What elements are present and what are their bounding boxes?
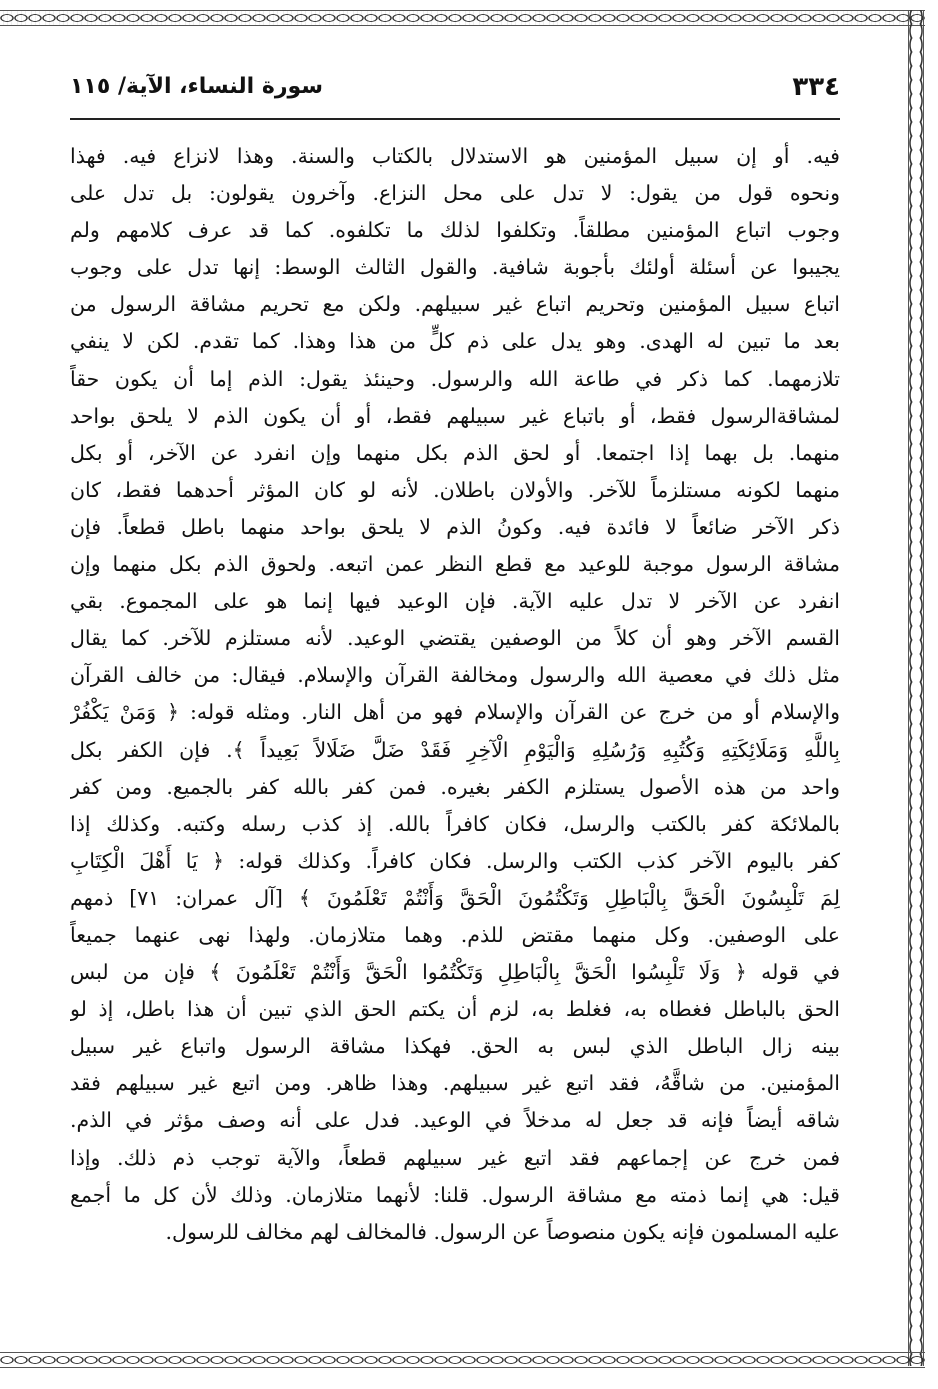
text-line: شاقه أيضاً فإنه قد جعل له مدخلاً في الوعيد. فدل على أنه وصف مؤثر في الذم.	[70, 1108, 840, 1133]
body-text	[70, 138, 840, 1251]
text-line: عليه المسلمون فإنه يكون منصوصاً عن الرسول. فالمخالف لهم مخالف للرسول.	[165, 1219, 840, 1244]
text-line: كفر باليوم الآخر كذب الكتب والرسل. فكان كافراً. وكذلك قوله: ﴿ يَا أَهْلَ الْكِتَابِ	[70, 848, 840, 873]
text-line: لمشاقةالرسول فقط، أو باتباع غير سبيلهم فقط، أو أن يكون الذم لا يلحق بواحد	[70, 403, 840, 428]
page-header	[70, 70, 840, 114]
ornamental-border-bottom	[0, 1352, 925, 1368]
text-line: الحق بالباطل فغطاه به، فغلط به، لزم أن يكتم الحق الذي تبين أن هذا باطل، إذ لو	[70, 997, 840, 1022]
text-line: المؤمنين. من شاقَّهُ، فقد اتبع غير سبيلهم. وهذا ظاهر. ومن اتبع غير سبيلهم فقد	[70, 1071, 840, 1096]
text-line: قيل: هي إنما ذمته مع مشاقة الرسول. قلنا: لأنهما متلازمان. وذلك لأن كل ما أجمع	[70, 1182, 840, 1207]
text-line: بعد ما تبين له الهدى. وهو يدل على ذم كلٍّ من هذا وهذا. كما تقدم. لكن لا ينفي	[70, 329, 840, 354]
text-line: منهما. بل بهما إذا اجتمعا. أو لحق الذم بكل منهما وإن انفرد عن الآخر، أو بكل	[70, 440, 840, 465]
text-line: لِمَ تَلْبِسُونَ الْحَقَّ بِالْبَاطِلِ وَتَكْتُمُونَ الْحَقَّ وَأَنْتُمْ تَعْلَمُونَ ﴾ [آل عمران: ٧١] ذمهم	[70, 885, 840, 910]
text-line: بالملائكة كفر بالكتب والرسل، فكان كافراً بالله. إذ كذب رسله وكتبه. وكذلك إذا	[70, 811, 840, 836]
text-line: فيه. أو إن سبيل المؤمنين هو الاستدلال بالكتاب والسنة. وهذا لانزاع فيه. فهذا	[70, 144, 840, 168]
text-line: في قوله ﴿ وَلَا تَلْبِسُوا الْحَقَّ بِالْبَاطِلِ وَتَكْتُمُوا الْحَقَّ وَأَنْتُمْ تَعْلَمُونَ ﴾ فإن من لبس	[70, 960, 840, 985]
text-line: القسم الآخر وهو أن كلاً من الوصفين يقتضي الوعيد. لأنه مستلزم للآخر. كما يقال	[70, 626, 840, 651]
text-line: والإسلام أو من خرج عن القرآن والإسلام فهو من أهل النار. ومثله قوله: ﴿ وَمَنْ يَكْفُرْ	[70, 700, 840, 725]
text-line: منهما لكونه مستلزماً للآخر. والأولان باطلان. لأنه لو كان المؤثر أحدهما فقط، كان	[70, 477, 840, 502]
ornamental-border-right	[908, 10, 924, 1366]
text-line: بينه زال الباطل الذي لبس به الحق. فهكذا مشاقة الرسول واتباع غير سبيل	[70, 1034, 840, 1059]
header-rule	[70, 118, 840, 120]
running-title: سورة النساء، الآية/ ١١٥	[70, 74, 323, 99]
text-line: ذكر الآخر ضائعاً لا فائدة فيه. وكونُ الذم لا يلحق بواحد منهما باطل قطعاً. فإن	[70, 514, 840, 539]
text-line: مشاقة الرسول موجبة للوعيد مع قطع النظر عمن اتبعه. ولحوق الذم بكل منهما وإن	[70, 552, 840, 577]
text-line: وجوب اتباع المؤمنين مطلقاً. وتكلفوا لذلك ما تكلفوه. كما قد عرف كلامهم ولم	[70, 218, 840, 243]
text-line: يجيبوا عن أسئلة أولئك بأجوبة شافية. والقول الثالث الوسط: إنها تدل على وجوب	[70, 255, 840, 280]
text-line: ونحوه قول من يقول: لا تدل على محل النزاع. وآخرون يقولون: بل تدل على	[70, 181, 840, 206]
ornamental-border-top	[0, 10, 925, 26]
text-line: تلازمهما. كما ذكر في طاعة الله والرسول. وحينئذ يقول: الذم إما أن يكون حقاً	[70, 366, 840, 391]
text-line: بِاللَّهِ وَمَلَائِكَتِهِ وَكُتُبِهِ وَرُسُلِهِ وَالْيَوْمِ الْآخِرِ فَقَدْ ضَلَّ ضَلَالاً بَعِيداً ﴾. فإن الكفر بكل	[70, 737, 840, 762]
text-line: انفرد عن الآخر لا تدل عليه الآية. فإن الوعيد فيها إنما هو على المجموع. بقي	[70, 589, 840, 614]
text-line: فمن خرج عن إجماعهم فقد اتبع غير سبيلهم قطعاً، والآية توجب ذم ذلك. وإذا	[70, 1145, 840, 1170]
text-line: اتباع سبيل المؤمنين وتحريم اتباع غير سبيلهم. ولكن مع تحريم مشاقة الرسول من	[70, 292, 840, 317]
page-number: ٣٣٤	[792, 72, 840, 102]
text-line: واحد من هذه الأصول يستلزم الكفر بغيره. فمن كفر بالله كفر بالجميع. ومن كفر	[70, 774, 840, 799]
text-line: مثل ذلك في معصية الله والرسول ومخالفة القرآن والإسلام. فيقال: من خالف القرآن	[70, 663, 840, 688]
text-line: على الوصفين. وكل منهما مقتض للذم. وهما متلازمان. ولهذا نهى عنهما جميعاً	[70, 922, 840, 947]
